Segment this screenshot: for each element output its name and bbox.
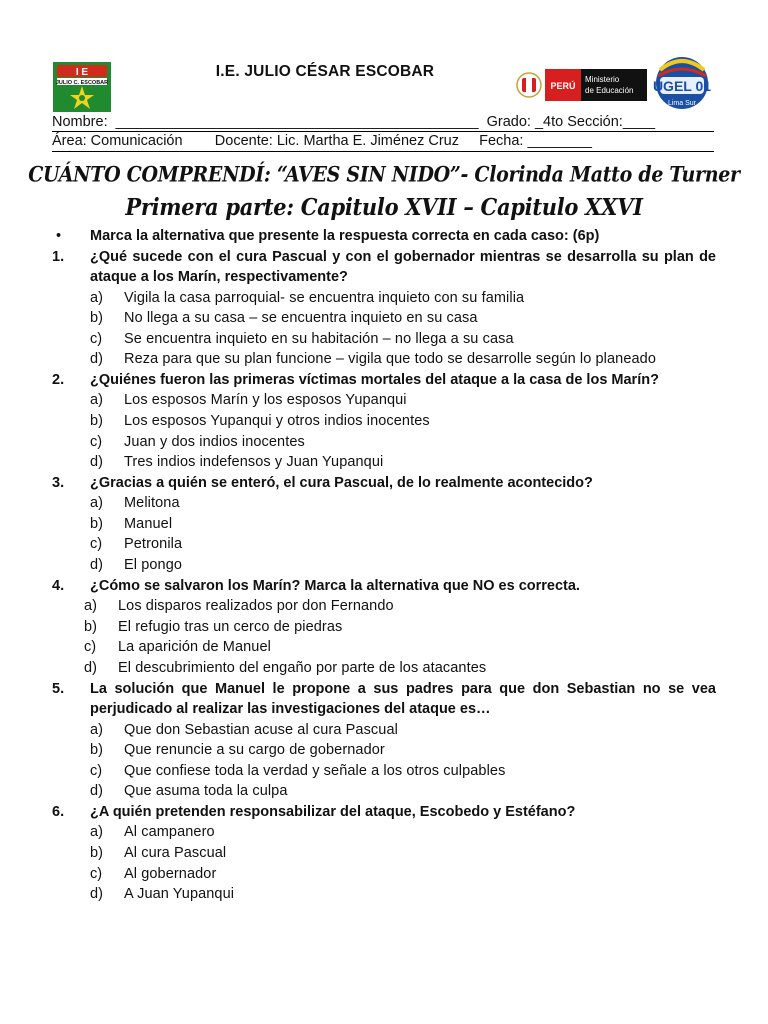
question (52, 679, 716, 720)
school-name: I.E. JULIO CÉSAR ESCOBAR (215, 63, 435, 80)
option-text: Que confiese toda la verdad y señale a los otros culpables (124, 762, 506, 779)
svg-text:Ministerio: Ministerio (585, 75, 620, 84)
answer-option (52, 637, 716, 658)
option-letter: a) (90, 721, 103, 738)
option-text: Los disparos realizados por don Fernando (118, 598, 394, 615)
question-number: 6. (52, 803, 65, 820)
bullet-icon: • (56, 228, 62, 244)
option-letter: b) (90, 412, 103, 429)
option-letter: b) (90, 844, 103, 861)
option-text: Al cura Pascual (124, 844, 227, 861)
option-text: Reza para que su plan funcione – vigila que todo se desarrolle según lo planeado (124, 351, 656, 368)
instruction (52, 226, 716, 247)
option-letter: a) (90, 495, 103, 512)
option-letter: d) (90, 454, 103, 471)
option-text: El descubrimiento del engaño por parte de los atacantes (118, 659, 487, 676)
answer-option (52, 534, 716, 555)
option-text: Vigila la casa parroquial- se encuentra inquieto con su familia (124, 289, 525, 306)
peru-label: PERÚ (550, 81, 576, 91)
worksheet-subtitle: Primera parte: Capitulo XVII – Capitulo XXVI (125, 192, 643, 221)
option-letter: a) (84, 598, 97, 615)
course-info-line: Área: Comunicación Docente: Lic. Martha E. Jiménez Cruz Fecha: ________ (52, 133, 592, 149)
option-text: Que don Sebastian acuse al cura Pascual (124, 721, 398, 738)
option-letter: c) (90, 762, 103, 779)
question-text: ¿Qué sucede con el cura Pascual y con el gobernador mientras se desarrolla su plan de ataque a los Marín, respectivamente? (90, 248, 716, 285)
option-text: Melitona (124, 495, 180, 512)
divider (52, 151, 714, 152)
answer-option (52, 740, 716, 761)
option-text: Los esposos Marín y los esposos Yupanqui (124, 392, 407, 409)
option-letter: d) (84, 659, 97, 676)
question (52, 473, 716, 494)
answer-option (52, 822, 716, 843)
option-letter: c) (84, 639, 97, 656)
question-text: ¿A quién pretenden responsabilizar del ataque, Escobedo y Estéfano? (90, 803, 576, 820)
option-text: La aparición de Manuel (118, 639, 271, 656)
option-text: Tres indios indefensos y Juan Yupanqui (124, 454, 384, 471)
option-letter: c) (90, 865, 103, 882)
option-text: Petronila (124, 536, 183, 553)
answer-option (52, 781, 716, 802)
question-text: La solución que Manuel le propone a sus padres para que don Sebastian no se vea perjudicado al realizar las investigaciones del ataque es… (90, 680, 716, 717)
answer-option (52, 329, 716, 350)
answer-option (52, 658, 716, 679)
option-letter: d) (90, 886, 103, 903)
question-number: 5. (52, 680, 65, 697)
option-text: El refugio tras un cerco de piedras (118, 618, 343, 635)
answer-option (52, 308, 716, 329)
option-text: Que renuncie a su cargo de gobernador (124, 742, 385, 759)
option-text: No llega a su casa – se encuentra inquieto en su casa (124, 310, 478, 327)
answer-option (52, 432, 716, 453)
question-text: ¿Quiénes fueron las primeras víctimas mortales del ataque a la casa de los Marín? (90, 371, 659, 388)
option-letter: c) (90, 433, 103, 450)
answer-option (52, 761, 716, 782)
answer-option (52, 452, 716, 473)
question-text: ¿Cómo se salvaron los Marín? Marca la alternativa que NO es correcta. (90, 577, 580, 594)
option-letter: b) (90, 515, 103, 532)
option-text: Que asuma toda la culpa (124, 783, 288, 800)
option-letter: a) (90, 392, 103, 409)
answer-option (52, 720, 716, 741)
option-text: El pongo (124, 557, 183, 574)
svg-text:Lima Sur: Lima Sur (667, 100, 697, 107)
option-letter: a) (90, 289, 103, 306)
answer-option (52, 288, 716, 309)
answer-option (52, 493, 716, 514)
answer-option (52, 349, 716, 370)
option-letter: d) (90, 557, 103, 574)
question (52, 370, 716, 391)
question-number: 3. (52, 474, 65, 491)
question-text: ¿Gracias a quién se enteró, el cura Pascual, de lo realmente acontecido? (90, 474, 593, 491)
option-letter: b) (84, 618, 97, 635)
question-number: 2. (52, 371, 65, 388)
question-number: 4. (52, 577, 65, 594)
svg-text:de Educación: de Educación (585, 86, 634, 95)
option-letter: c) (90, 536, 103, 553)
option-text: Manuel (124, 515, 173, 532)
worksheet-title: CUÁNTO COMPRENDÍ: “AVES SIN NIDO”- Clorinda Matto de Turner (28, 162, 740, 188)
option-text: Los esposos Yupanqui y otros indios inocentes (124, 412, 430, 429)
school-logo-initials: I E (75, 67, 89, 78)
option-letter: b) (90, 310, 103, 327)
option-text: Al gobernador (124, 865, 217, 882)
option-letter: a) (90, 824, 103, 841)
student-info-line: Nombre: _____________________________________________ Grado: _4to Sección:____ (52, 114, 656, 130)
answer-option (52, 843, 716, 864)
answer-option (52, 596, 716, 617)
option-text: Se encuentra inquieto en su habitación – no llega a su casa (124, 330, 514, 347)
answer-option (52, 390, 716, 411)
questions-section (52, 226, 716, 905)
option-letter: b) (90, 742, 103, 759)
question (52, 802, 716, 823)
answer-option (52, 555, 716, 576)
question-number: 1. (52, 248, 65, 265)
answer-option (52, 411, 716, 432)
instruction-text: Marca la alternativa que presente la respuesta correcta en cada caso: (6p) (90, 228, 600, 244)
school-logo-subtitle: JULIO C. ESCOBAR (55, 80, 109, 86)
option-text: Al campanero (124, 824, 215, 841)
option-letter: d) (90, 783, 103, 800)
answer-option (52, 514, 716, 535)
ministry-logo (515, 68, 647, 102)
option-letter: c) (90, 330, 103, 347)
answer-option (52, 864, 716, 885)
option-text: Juan y dos indios inocentes (124, 433, 305, 450)
divider (52, 131, 714, 132)
ugel-logo (650, 54, 714, 110)
option-letter: d) (90, 351, 103, 368)
question (52, 576, 716, 597)
answer-option (52, 884, 716, 905)
ugel-label: UGEL 01 (652, 78, 712, 94)
question (52, 247, 716, 288)
answer-option (52, 617, 716, 638)
option-text: A Juan Yupanqui (124, 886, 235, 903)
